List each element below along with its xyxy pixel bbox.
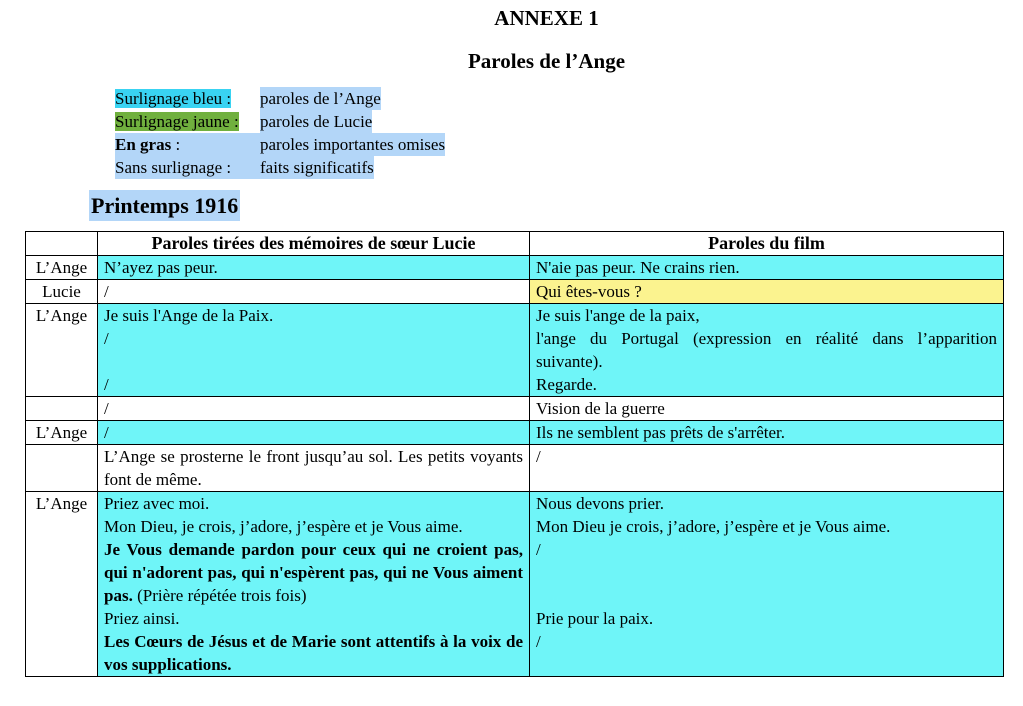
table-row (26, 397, 1004, 421)
legend-value: paroles de l’Ange (260, 89, 381, 108)
film-cell: / (530, 445, 1004, 492)
memoir-line: Je suis l'Ange de la Paix. (104, 306, 274, 325)
film-cell: Vision de la guerre (530, 397, 1004, 421)
film-line: Nous devons prier. (536, 494, 664, 513)
film-line: Prie pour la paix. (536, 609, 654, 628)
legend-key: Surlignage jaune : (115, 112, 239, 131)
memoir-line: Priez ainsi. (104, 609, 180, 628)
memoir-cell: N’ayez pas peur. (98, 256, 530, 280)
omitted-prayer: Je Vous demande pardon pour ceux qui ne croient pas, qui n'adorent pas, qui n'espèrent pas, qui ne Vous aiment pas. (104, 540, 523, 605)
film-cell: N'aie pas peur. Ne crains rien. (530, 256, 1004, 280)
header-film: Paroles du film (530, 232, 1004, 256)
film-line: Je suis l'ange de la paix, (536, 306, 700, 325)
speaker-cell: L’Ange (26, 256, 98, 280)
table-row (26, 421, 1004, 445)
memoir-line: / (104, 329, 109, 348)
legend-row-blue (115, 87, 445, 110)
film-line (536, 584, 997, 607)
memoir-line (104, 350, 523, 373)
film-line: l'ange du Portugal (expression en réalité dans l’apparition suivante). (536, 329, 997, 371)
memoir-cell: L’Ange se prosterne le front jusqu’au sol. Les petits voyants font de même. (98, 445, 530, 492)
film-line: Regarde. (536, 375, 597, 394)
film-line (536, 561, 997, 584)
header-memoir: Paroles tirées des mémoires de sœur Lucie (98, 232, 530, 256)
legend-value: paroles de Lucie (260, 112, 373, 131)
memoir-cell: / (98, 397, 530, 421)
page-title: ANNEXE 1 (494, 6, 599, 30)
table-row (26, 256, 1004, 280)
memoir-cell (98, 492, 530, 677)
legend-row-none (115, 156, 445, 179)
film-cell (530, 304, 1004, 397)
memoir-line (104, 630, 523, 676)
table-row (26, 280, 1004, 304)
speaker-cell: L’Ange (26, 492, 98, 677)
comparison-table (25, 231, 1004, 677)
omitted-words: Les Cœurs de Jésus et de Marie sont attentifs à la voix de vos supplications. (104, 632, 523, 674)
legend (115, 87, 445, 179)
memoir-line: / (104, 375, 109, 394)
film-cell: Ils ne semblent pas prêts de s'arrêter. (530, 421, 1004, 445)
legend-key-bold: En gras (115, 135, 172, 154)
film-cell: Qui êtes-vous ? (530, 280, 1004, 304)
speaker-cell: L’Ange (26, 421, 98, 445)
section-title: Printemps 1916 (89, 190, 240, 221)
film-line: / (536, 632, 541, 651)
memoir-note: (Prière répétée trois fois) (132, 586, 307, 605)
legend-value: paroles importantes omises (260, 135, 446, 154)
legend-key: Sans surlignage : (115, 156, 260, 179)
legend-value: faits significatifs (260, 158, 374, 177)
memoir-cell: / (98, 421, 530, 445)
memoir-cell (98, 304, 530, 397)
legend-row-bold (115, 133, 445, 156)
memoir-cell: / (98, 280, 530, 304)
speaker-cell: Lucie (26, 280, 98, 304)
memoir-line: Mon Dieu, je crois, j’adore, j’espère et je Vous aime. (104, 517, 463, 536)
table-row (26, 445, 1004, 492)
memoir-line (104, 538, 523, 607)
table-header-row (26, 232, 1004, 256)
table-row (26, 492, 1004, 677)
legend-key: Surlignage bleu : (115, 89, 232, 108)
header-speaker (26, 232, 98, 256)
legend-row-yellow (115, 110, 445, 133)
film-line: Mon Dieu je crois, j’adore, j’espère et je Vous aime. (536, 517, 891, 536)
film-line: / (536, 540, 541, 559)
film-cell (530, 492, 1004, 677)
memoir-line: Priez avec moi. (104, 494, 210, 513)
speaker-cell (26, 397, 98, 421)
speaker-cell: L’Ange (26, 304, 98, 397)
legend-key-rest: : (171, 135, 181, 154)
speaker-cell (26, 445, 98, 492)
table-row (26, 304, 1004, 397)
page-subtitle: Paroles de l’Ange (467, 49, 626, 73)
